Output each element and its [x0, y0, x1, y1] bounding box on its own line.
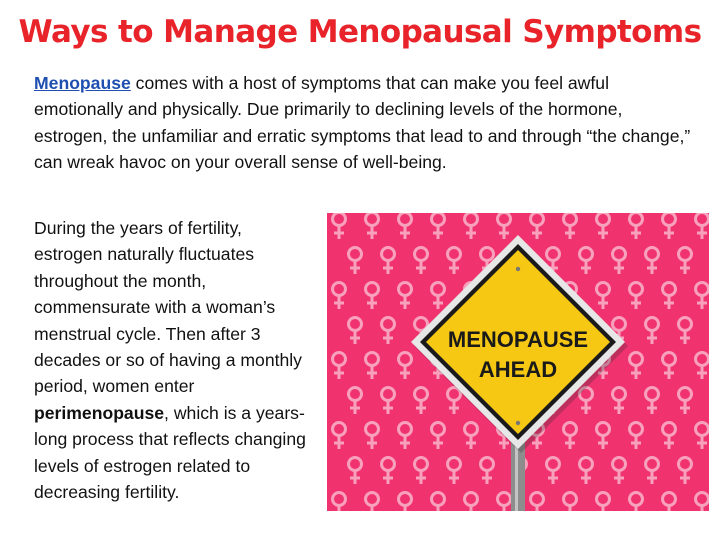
intro-paragraph [34, 70, 698, 176]
perimenopause-term: perimenopause [34, 402, 165, 423]
intro-text: comes with a host of symptoms that can make you feel awful emotionally and physically. Due primarily to declining levels of the hormone, estrogen, the unfamiliar and erratic symptoms that lead to and through “the change,” can wreak havoc on your overall sense of well-being. [34, 73, 691, 173]
sign-text-line1: MENOPAUSE [447, 327, 589, 352]
side-paragraph [34, 215, 314, 505]
menopause-link[interactable]: Menopause [34, 73, 131, 93]
side-text-after: , which is a years-long process that reflects changing levels of estrogen related to decreasing fertility. [34, 402, 306, 503]
sign-illustration [327, 213, 709, 511]
menopause-ahead-sign-image [327, 213, 709, 511]
page-title: Ways to Manage Menopausal Symptoms [18, 14, 702, 50]
sign-text-line2: AHEAD [478, 357, 558, 382]
side-text-before: During the years of fertility, estrogen naturally fluctuates throughout the month, commensurate with a woman’s menstrual cycle. Then after 3 decades or so of having a monthly period, women enter [34, 218, 302, 397]
